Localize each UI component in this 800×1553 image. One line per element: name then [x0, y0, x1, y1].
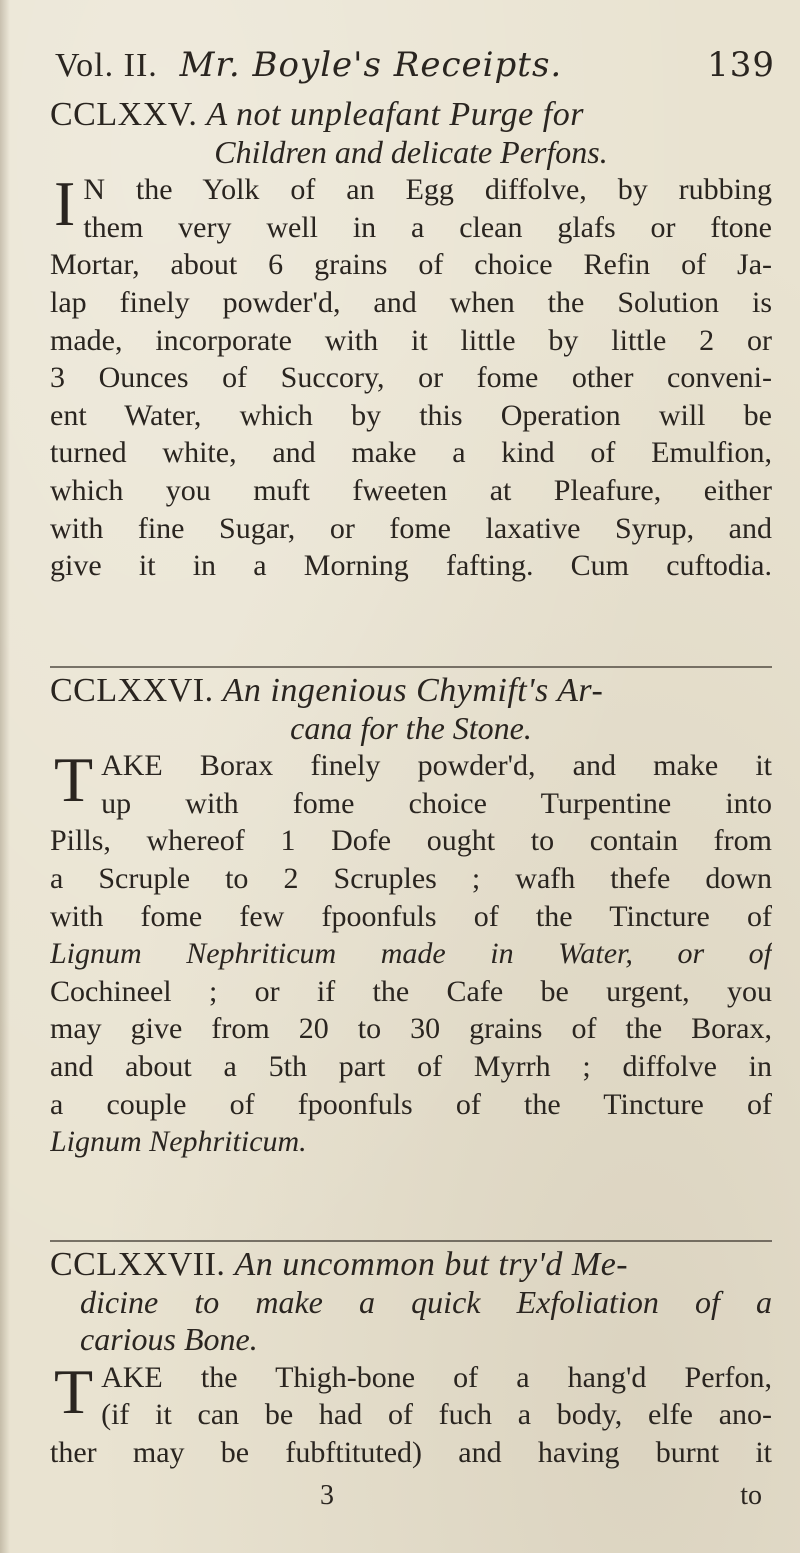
drop-cap: T [54, 744, 94, 816]
drop-cap: T [54, 1355, 94, 1427]
running-title: Mr. Boyle's Receipts. [179, 45, 563, 85]
section-heading: CCLXXVII. An uncommon but try'd Me- [50, 1246, 629, 1283]
section-subheading: cana for the Stone. [290, 709, 532, 746]
text-line: them very well in a clean glafs or ftone [83, 210, 772, 244]
text-line: and about a 5th part of Myrrh ; diffolve in [50, 1049, 772, 1083]
text-line: ent Water, which by this Operation will be [50, 398, 772, 432]
section-subheading: carious Bone. [80, 1321, 258, 1358]
text-line: N the Yolk of an Egg diffolve, by rubbing [83, 173, 772, 207]
text-line: AKE Borax finely powder'd, and make it [101, 749, 772, 783]
text-line: Lignum Nephriticum. [50, 1125, 307, 1159]
text-line: up with fome choice Turpentine into [101, 786, 772, 820]
text-line: which you muft fweeten at Pleafure, either [50, 473, 772, 507]
section-cclxxvi [50, 672, 772, 1161]
catchword: to [740, 1480, 762, 1511]
running-head [55, 45, 775, 85]
page-number: 139 [707, 45, 775, 85]
text-line: AKE the Thigh-bone of a hang'd Perfon, [101, 1360, 772, 1394]
text-line: may give from 20 to 30 grains of the Borax, [50, 1012, 772, 1046]
text-line: Mortar, about 6 grains of choice Refin of Ja- [50, 248, 772, 282]
section-divider [50, 666, 772, 668]
text-line: Lignum Nephriticum made in Water, or of [50, 937, 772, 971]
text-line: lap finely powder'd, and when the Solution is [50, 285, 772, 319]
volume-label: Vol. II. [55, 47, 158, 84]
text-line: turned white, and make a kind of Emulfion, [50, 436, 772, 470]
text-line: give it in a Morning fafting. Cum cuftodia. [50, 549, 772, 583]
section-heading: CCLXXV. A not unpleafant Purge for [50, 96, 584, 133]
text-line: Cochineel ; or if the Cafe be urgent, you [50, 974, 772, 1008]
section-divider [50, 1240, 772, 1242]
drop-cap: I [54, 168, 76, 240]
text-line: (if it can be had of fuch a body, elfe ano- [101, 1398, 772, 1432]
text-line: Pills, whereof 1 Dofe ought to contain from [50, 824, 772, 858]
text-line: a couple of fpoonfuls of the Tincture of [50, 1087, 772, 1121]
text-line: with fome few fpoonfuls of the Tincture of [50, 899, 772, 933]
section-subheading: dicine to make a quick Exfoliation of a [80, 1283, 772, 1320]
section-heading: CCLXXVI. An ingenious Chymift's Ar- [50, 672, 604, 709]
text-line: a Scruple to 2 Scruples ; wafh thefe down [50, 861, 772, 895]
text-line: made, incorporate with it little by little 2 or [50, 323, 772, 357]
section-cclxxvii [50, 1246, 772, 1472]
text-line: ther may be fubftituted) and having burnt it [50, 1435, 772, 1469]
text-line: 3 Ounces of Succory, or fome other conveni- [50, 361, 772, 395]
text-line: with fine Sugar, or fome laxative Syrup, and [50, 511, 772, 545]
section-cclxxv [50, 96, 772, 585]
page-edge-shadow [0, 0, 10, 1553]
signature-mark: 3 [320, 1480, 334, 1511]
section-subheading: Children and delicate Perfons. [214, 133, 608, 170]
